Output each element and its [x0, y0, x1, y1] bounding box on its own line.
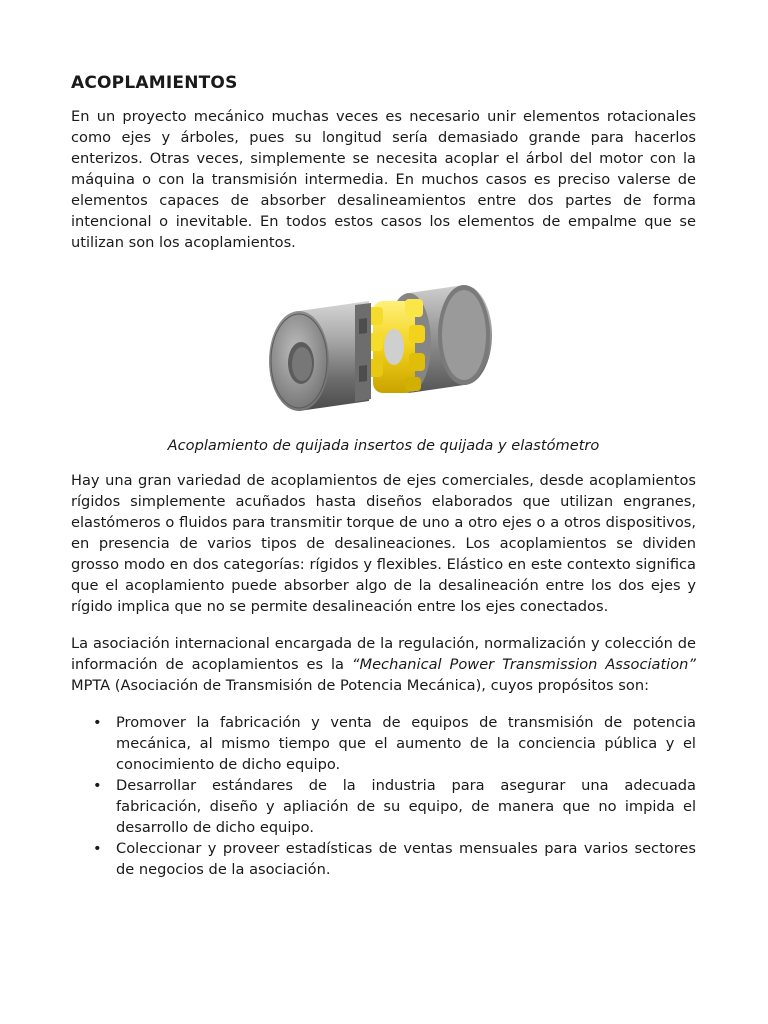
bullet-icon: • — [93, 840, 102, 857]
list-item — [93, 775, 696, 838]
coupling-types-paragraph: Hay una gran variedad de acoplamientos de ejes comerciales, desde acoplamientos rígidos simplemente acuñados hasta diseños elaborados que utilizan engranes, elastómeros o fluidos para transmitir torque de uno a otro ejes o a otros dispositivos, en presencia de varios tipos de desalineaciones. Los acoplamientos se dividen grosso modo en dos categorías: rígidos y flexibles. Elástico en este contexto significa que el acoplamiento puede absorber algo de la desalineación entre los dos ejes y rígido implica que no se permite desalineación entre los ejes conectados. — [71, 472, 696, 615]
mpta-association-name: “Mechanical Power Transmission Association” — [351, 656, 696, 673]
list-item — [93, 712, 696, 775]
bullet-icon: • — [93, 777, 102, 794]
mpta-text-before: La asociación internacional encargada de la regulación, normalización y colección de información de acoplamientos es la — [71, 635, 696, 673]
mpta-paragraph — [71, 633, 696, 696]
intro-paragraph: En un proyecto mecánico muchas veces es necesario unir elementos rotacionales como ejes y árboles, pues su longitud sería demasiado grande para hacerlos enterizos. Otras veces, simplemente se necesita acoplar el árbol del motor con la máquina o con la transmisión intermedia. En muchos casos es preciso valerse de elementos capaces de absorber desalineamientos entre dos partes de forma intencional o inevitable. En todos estos casos los elementos de empalme que se utilizan son los acoplamientos. — [71, 108, 696, 251]
list-item — [93, 838, 696, 880]
list-item-text: Promover la fabricación y venta de equipos de transmisión de potencia mecánica, al mismo tiempo que el aumento de la conciencia pública y el conocimiento de dicho equipo. — [116, 714, 696, 773]
left-hub — [269, 301, 371, 411]
mpta-purposes-list — [71, 712, 696, 880]
bullet-icon: • — [93, 714, 102, 731]
document-title: ACOPLAMIENTOS — [71, 73, 238, 93]
mpta-text-after: MPTA (Asociación de Transmisión de Potencia Mecánica), cuyos propósitos son: — [71, 677, 649, 694]
coupling-figure — [71, 271, 696, 421]
jaw-coupling-illustration — [259, 271, 509, 421]
list-item-text: Coleccionar y proveer estadísticas de ventas mensuales para varios sectores de negocios de la asociación. — [116, 840, 696, 878]
figure-caption: Acoplamiento de quijada insertos de quijada y elastómetro — [167, 437, 600, 454]
list-item-text: Desarrollar estándares de la industria para asegurar una adecuada fabricación, diseño y apliación de su equipo, de manera que no impida el desarrollo de dicho equipo. — [116, 777, 696, 836]
